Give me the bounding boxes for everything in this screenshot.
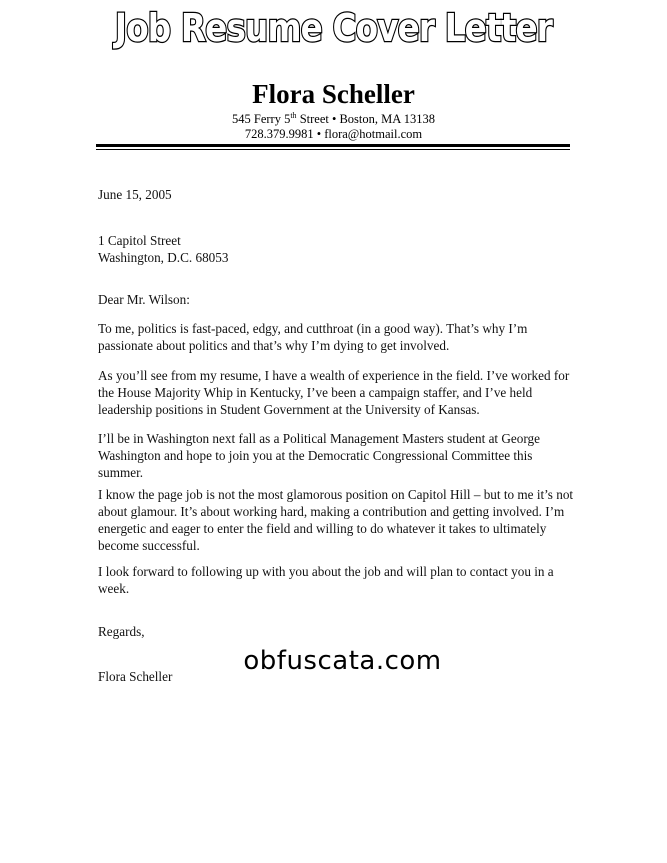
body-paragraph-2: As you’ll see from my resume, I have a wealth of experience in the field. I’ve worked for the House Majority Whip in Kentucky, I’ve been a campaign staffer, and I’ve held leadership positions in Student Government at the University of Kansas. xyxy=(98,368,570,417)
sender-contact: 728.379.9981 • flora@hotmail.com xyxy=(244,127,423,141)
body-paragraph-5: I look forward to following up with you about the job and will plan to contact you in a week. xyxy=(98,564,554,596)
sender-name: Flora Scheller xyxy=(252,79,415,109)
address-street-rest: Street • Boston, MA 13138 xyxy=(296,112,435,126)
header-divider-thick xyxy=(96,144,570,147)
sender-address xyxy=(0,112,667,127)
body-paragraph-1: To me, politics is fast-paced, edgy, and cutthroat (in a good way). That’s why I’m passionate about politics and that’s why I’m dying to get involved. xyxy=(98,321,528,353)
address-street-ordinal: th xyxy=(290,111,297,120)
signature-name: Flora Scheller xyxy=(98,669,173,684)
address-street-number: 545 Ferry 5 xyxy=(232,112,291,126)
recipient-line-2: Washington, D.C. 68053 xyxy=(98,250,229,265)
body-paragraph-4: I know the page job is not the most glamorous position on Capitol Hill – but to me it’s not about glamour. It’s about working hard, making a contribution and getting involved. I’m energetic and eager to enter the field and willing to do whatever it takes to ultimately become successful. xyxy=(98,487,574,553)
letter-date: June 15, 2005 xyxy=(98,187,172,202)
watermark-text: obfuscata.com xyxy=(243,646,442,676)
body-paragraph-3: I’ll be in Washington next fall as a Political Management Masters student at George Washington and hope to join you at the Democratic Congressional Committee this summer. xyxy=(98,431,540,480)
recipient-line-1: 1 Capitol Street xyxy=(98,233,181,248)
banner-title: Job Resume Cover Letter xyxy=(114,6,553,50)
salutation: Dear Mr. Wilson: xyxy=(98,292,190,307)
closing: Regards, xyxy=(98,624,145,639)
header-divider-thin xyxy=(96,149,570,150)
recipient-address xyxy=(98,232,576,266)
